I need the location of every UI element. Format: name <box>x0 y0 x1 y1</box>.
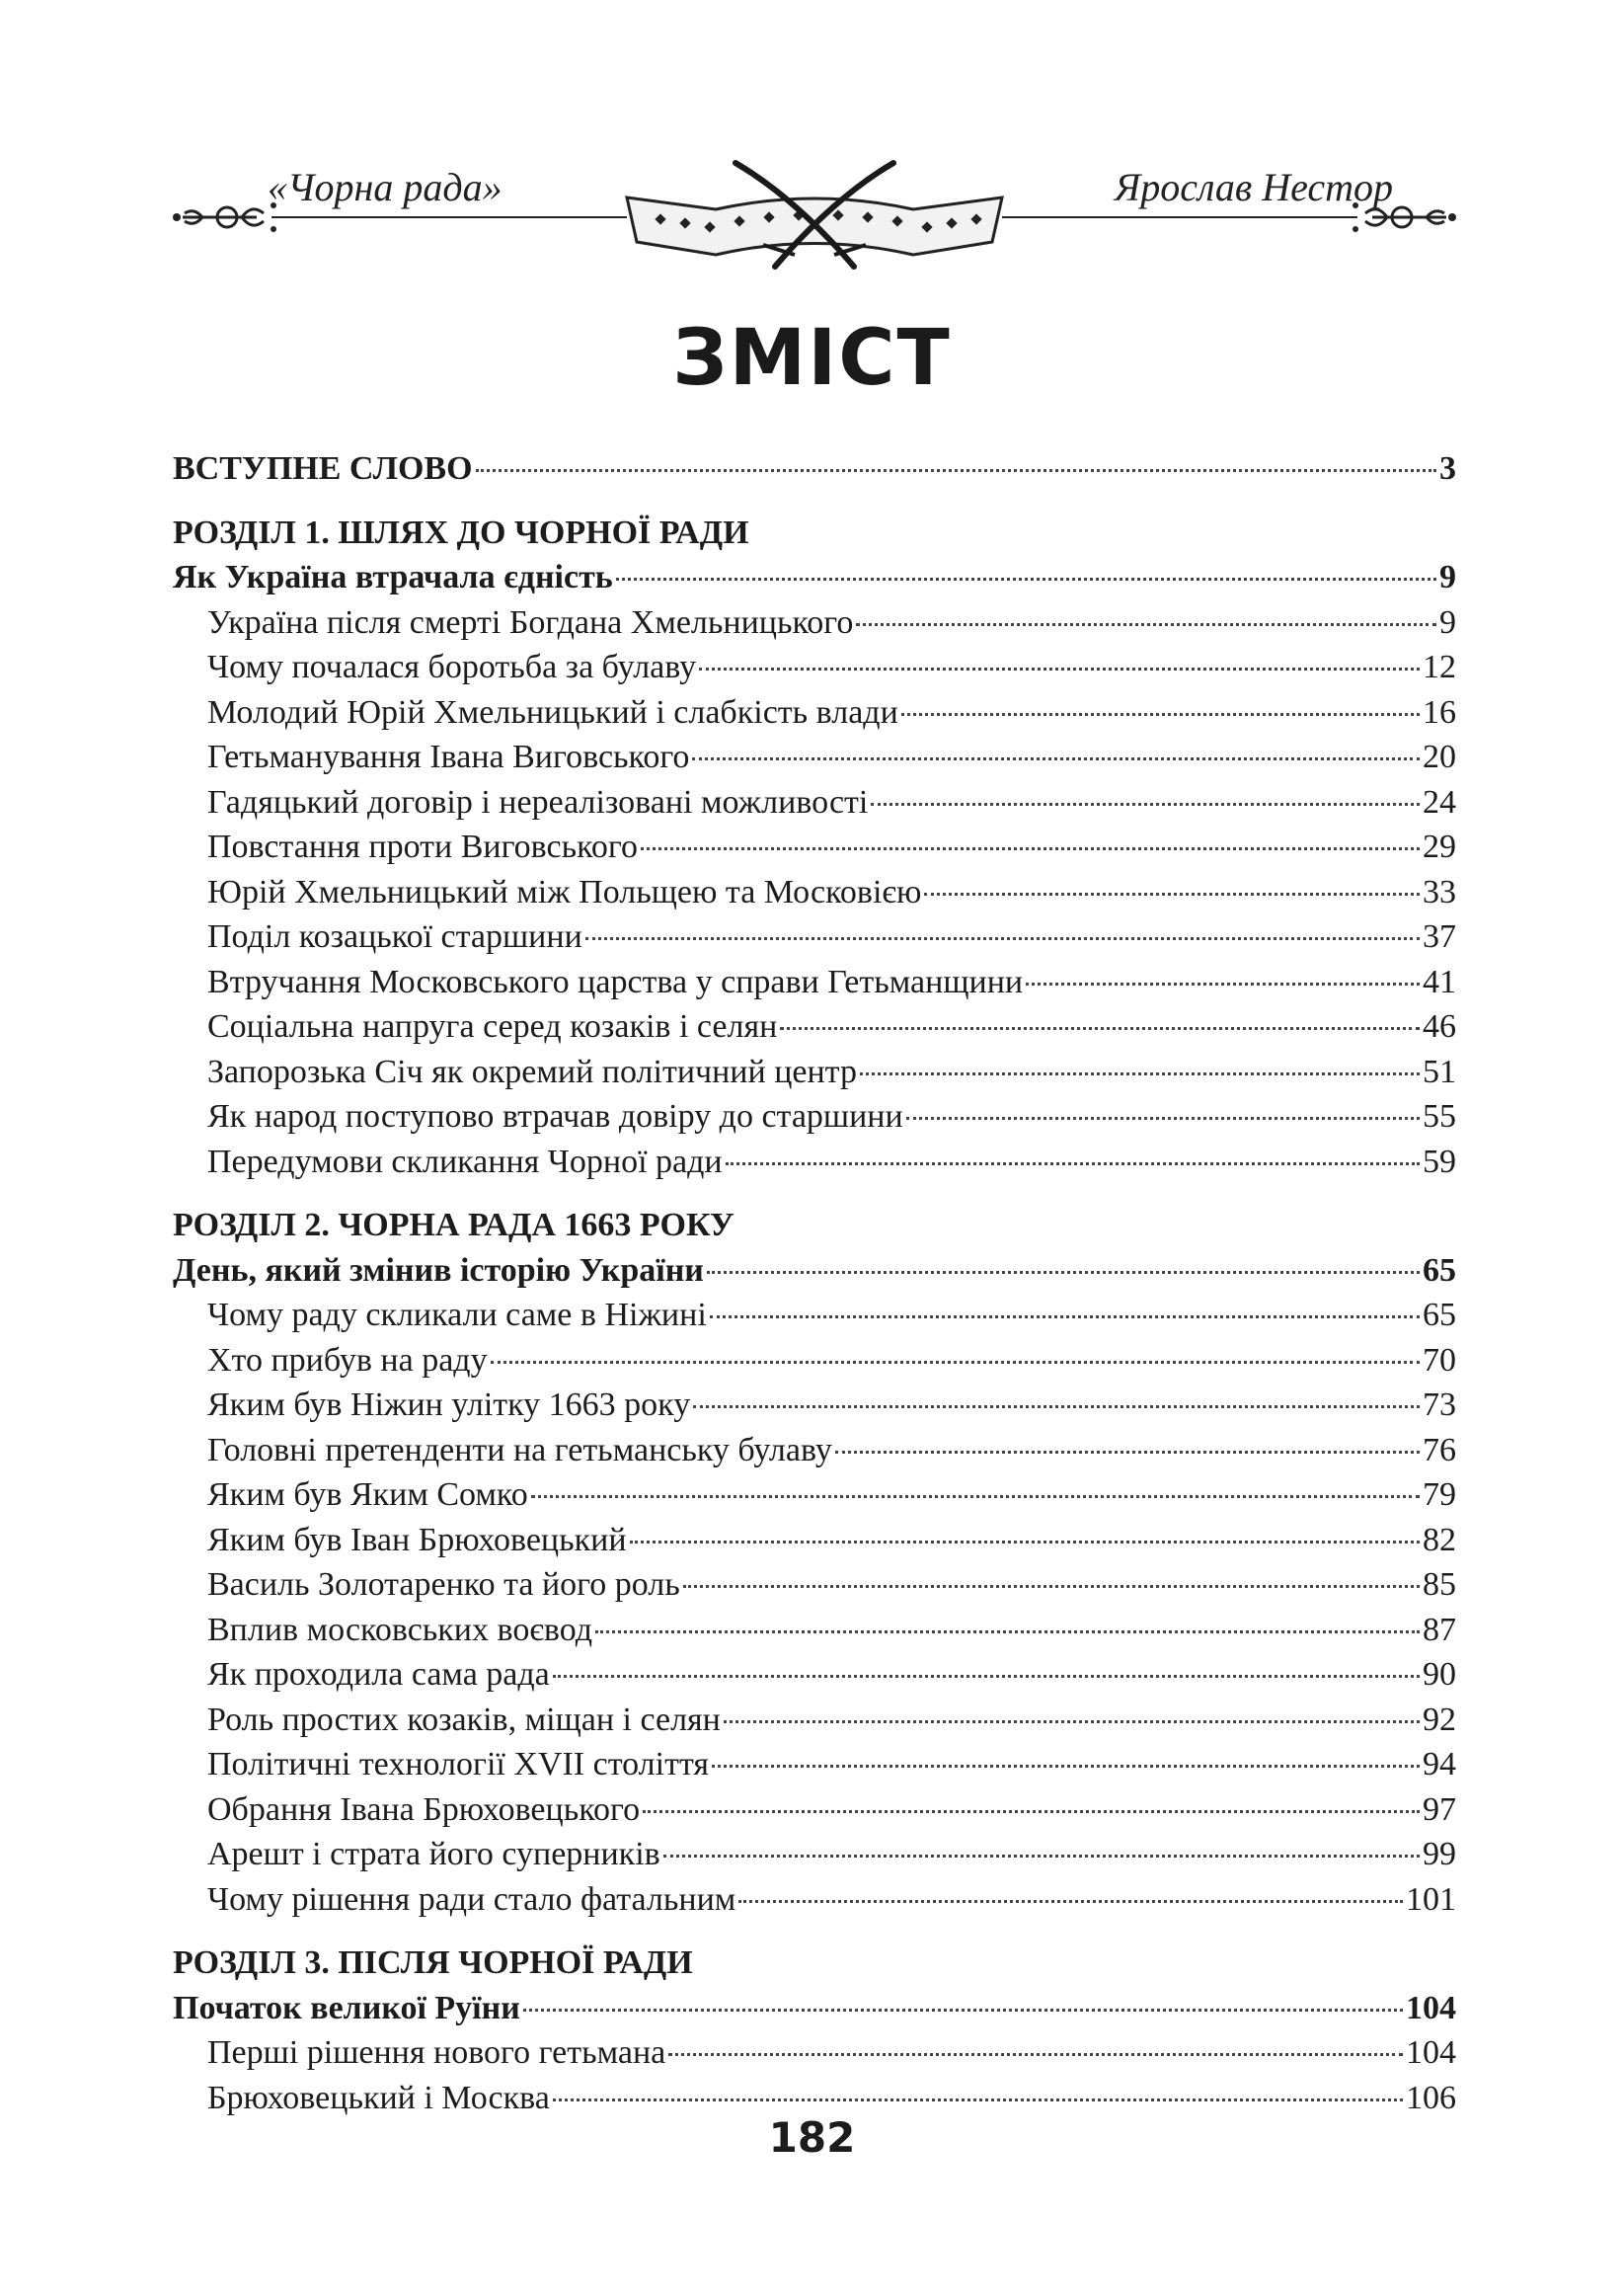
dot-leader <box>724 1720 1420 1723</box>
toc-item[interactable] <box>173 914 1456 960</box>
toc-entry-label: Перші рішення нового гетьмана <box>207 2034 666 2071</box>
toc-entry-label: Втручання Московського царства у справи Гетьманщини <box>207 963 1024 1000</box>
page-title: ЗМІСТ <box>672 314 952 403</box>
toc-item[interactable] <box>173 1004 1456 1050</box>
toc-entry-label: Василь Золотаренко та його роль <box>207 1566 680 1603</box>
dot-leader <box>780 1027 1420 1030</box>
toc-item[interactable] <box>173 1562 1456 1608</box>
section-heading: РОЗДІЛ 3. ПІСЛЯ ЧОРНОЇ РАДИ <box>173 1944 693 1981</box>
toc-entry-label: День, який змінив історію України <box>173 1251 704 1289</box>
dot-leader <box>531 1495 1420 1498</box>
toc-page-number: 85 <box>1423 1566 1456 1603</box>
toc-entry-label: Яким був Яким Сомко <box>207 1476 528 1513</box>
toc-entry-label: Гетьманування Івана Виговського <box>207 739 690 775</box>
dot-leader <box>683 1585 1420 1588</box>
toc-page-number: 29 <box>1423 829 1456 865</box>
toc-entry-label: Головні претенденти на гетьманську булаву <box>207 1431 832 1468</box>
toc-entry-label: Брюховецький і Москва <box>207 2079 550 2116</box>
toc-item[interactable] <box>173 960 1456 1005</box>
toc-page-number: 76 <box>1423 1431 1456 1468</box>
toc-page-number: 33 <box>1423 873 1456 910</box>
toc-entry-label: Обрання Івана Брюховецького <box>207 1790 641 1828</box>
dot-leader <box>738 1900 1403 1903</box>
page-number: 182 <box>768 2113 856 2162</box>
toc-page-number: 46 <box>1423 1008 1456 1045</box>
toc-entry-label: Гадяцький договір і нереалізовані можливості <box>207 783 869 821</box>
table-of-contents <box>173 446 1456 2120</box>
toc-item[interactable] <box>173 1518 1456 1563</box>
toc-entry-label: Чому почалася боротьба за булаву <box>207 649 697 685</box>
toc-entry-label: Яким був Іван Брюховецький <box>207 1521 627 1558</box>
author-name: Ярослав Нестор <box>1114 165 1393 209</box>
toc-item[interactable] <box>173 1608 1456 1653</box>
toc-item[interactable] <box>173 1742 1456 1787</box>
toc-page-number: 87 <box>1423 1611 1456 1648</box>
toc-entry-label: Арешт і страта його суперників <box>207 1836 660 1872</box>
dot-leader <box>906 1117 1420 1120</box>
toc-entry-label: Як народ поступово втрачав довіру до старшини <box>207 1098 903 1135</box>
toc-item[interactable] <box>173 825 1456 870</box>
dot-leader <box>668 2053 1403 2056</box>
toc-page-number: 9 <box>1439 603 1456 641</box>
toc-entry-label: Передумови скликання Чорної ради <box>207 1143 723 1180</box>
toc-page-number: 97 <box>1423 1790 1456 1828</box>
toc-item[interactable] <box>173 1472 1456 1518</box>
toc-chapter[interactable] <box>173 1986 1456 2031</box>
toc-entry-intro[interactable] <box>173 446 1456 492</box>
dot-leader <box>630 1541 1420 1544</box>
dot-leader <box>710 1315 1420 1318</box>
toc-page-number: 16 <box>1423 693 1456 731</box>
dot-leader <box>491 1361 1420 1364</box>
toc-page-number: 65 <box>1423 1251 1456 1289</box>
toc-item[interactable] <box>173 1383 1456 1428</box>
dot-leader <box>1026 983 1420 986</box>
running-header <box>163 158 1466 277</box>
toc-item[interactable] <box>173 1140 1456 1185</box>
toc-page-number: 12 <box>1423 649 1456 685</box>
dot-leader <box>643 1810 1420 1813</box>
dot-leader <box>476 469 1436 472</box>
toc-entry-label: Повстання проти Виговського <box>207 829 639 865</box>
toc-page-number: 99 <box>1423 1836 1456 1872</box>
toc-page-number: 55 <box>1423 1098 1456 1135</box>
toc-item[interactable] <box>173 1787 1456 1833</box>
toc-entry-label: Початок великої Руїни <box>173 1989 520 2026</box>
dot-leader <box>924 893 1420 896</box>
toc-entry-label: Юрій Хмельницький між Польщею та Московією <box>207 873 922 910</box>
toc-page-number: 104 <box>1406 2034 1456 2071</box>
toc-page-number: 65 <box>1423 1297 1456 1333</box>
dot-leader <box>523 2009 1403 2012</box>
toc-page-number: 59 <box>1423 1143 1456 1180</box>
toc-page-number: 104 <box>1406 1989 1456 2026</box>
toc-page-number: 51 <box>1423 1053 1456 1090</box>
toc-item[interactable] <box>173 1428 1456 1473</box>
toc-page-number: 70 <box>1423 1341 1456 1379</box>
toc-page-number: 20 <box>1423 739 1456 775</box>
book-title: «Чорна рада» <box>268 165 503 209</box>
toc-item[interactable] <box>173 690 1456 736</box>
toc-entry-label: Чому рішення ради стало фатальним <box>207 1880 736 1918</box>
toc-entry-label: Як Україна втрачала єдність <box>173 559 613 595</box>
toc-page-number: 92 <box>1423 1701 1456 1738</box>
dot-leader <box>856 623 1436 626</box>
toc-item[interactable] <box>173 1338 1456 1384</box>
toc-item[interactable] <box>173 870 1456 915</box>
toc-entry-label: Хто прибув на раду <box>207 1341 488 1379</box>
toc-page-number: 9 <box>1439 559 1456 595</box>
toc-item[interactable] <box>173 645 1456 690</box>
toc-item[interactable] <box>173 1877 1456 1923</box>
section-heading: РОЗДІЛ 2. ЧОРНА РАДА 1663 РОКУ <box>173 1207 735 1243</box>
toc-item[interactable] <box>173 1293 1456 1338</box>
dot-leader <box>692 757 1420 760</box>
toc-item[interactable] <box>173 735 1456 780</box>
toc-chapter[interactable] <box>173 1248 1456 1294</box>
dot-leader <box>901 713 1420 716</box>
toc-page-number: 37 <box>1423 918 1456 955</box>
toc-entry-label: Роль простих козаків, міщан і селян <box>207 1701 721 1738</box>
toc-page-number: 79 <box>1423 1476 1456 1513</box>
toc-page-number: 101 <box>1406 1880 1456 1918</box>
toc-entry-label: Поділ козацької старшини <box>207 918 582 955</box>
dot-leader <box>641 847 1420 850</box>
dot-leader <box>860 1072 1420 1075</box>
dot-leader <box>553 2098 1403 2101</box>
toc-page-number: 106 <box>1406 2079 1456 2116</box>
toc-entry-label: ВСТУПНЕ СЛОВО <box>173 450 473 487</box>
toc-chapter[interactable] <box>173 555 1456 600</box>
dot-leader <box>553 1675 1420 1678</box>
toc-item[interactable] <box>173 1698 1456 1743</box>
dot-leader <box>726 1162 1420 1165</box>
toc-item[interactable] <box>173 1050 1456 1095</box>
dot-leader <box>871 803 1420 806</box>
toc-page-number: 41 <box>1423 963 1456 1000</box>
toc-entry-label: Як проходила сама рада <box>207 1656 550 1693</box>
dot-leader <box>585 937 1420 940</box>
dot-leader <box>693 1405 1420 1408</box>
toc-page-number: 82 <box>1423 1521 1456 1558</box>
toc-item[interactable] <box>173 780 1456 826</box>
toc-page-number: 24 <box>1423 783 1456 821</box>
dot-leader <box>595 1630 1420 1633</box>
toc-entry-label: Політичні технології XVII століття <box>207 1746 709 1782</box>
dot-leader <box>616 578 1436 581</box>
toc-item[interactable] <box>173 600 1456 646</box>
toc-page-number: 94 <box>1423 1746 1456 1782</box>
toc-page-number: 90 <box>1423 1656 1456 1693</box>
toc-item[interactable] <box>173 1832 1456 1877</box>
toc-entry-label: Україна після смерті Богдана Хмельницького <box>207 603 854 641</box>
toc-entry-label: Молодий Юрій Хмельницький і слабкість влади <box>207 693 898 731</box>
dot-leader <box>707 1271 1420 1274</box>
dot-leader <box>699 668 1420 671</box>
section-heading: РОЗДІЛ 1. ШЛЯХ ДО ЧОРНОЇ РАДИ <box>173 514 749 551</box>
toc-entry-label: Запорозька Січ як окремий політичний центр <box>207 1053 857 1090</box>
toc-entry-label: Вплив московських воєвод <box>207 1611 593 1648</box>
toc-item[interactable] <box>173 1094 1456 1140</box>
dot-leader <box>835 1451 1420 1454</box>
toc-entry-label: Соціальна напруга серед козаків і селян <box>207 1008 778 1045</box>
toc-item[interactable] <box>173 2030 1456 2076</box>
dot-leader <box>712 1765 1420 1768</box>
toc-page-number: 73 <box>1423 1386 1456 1423</box>
toc-item[interactable] <box>173 1652 1456 1698</box>
toc-entry-label: Чому раду скликали саме в Ніжині <box>207 1297 707 1333</box>
dot-leader <box>663 1855 1420 1858</box>
toc-page-number: 3 <box>1439 450 1456 487</box>
toc-entry-label: Яким був Ніжин улітку 1663 року <box>207 1386 691 1423</box>
